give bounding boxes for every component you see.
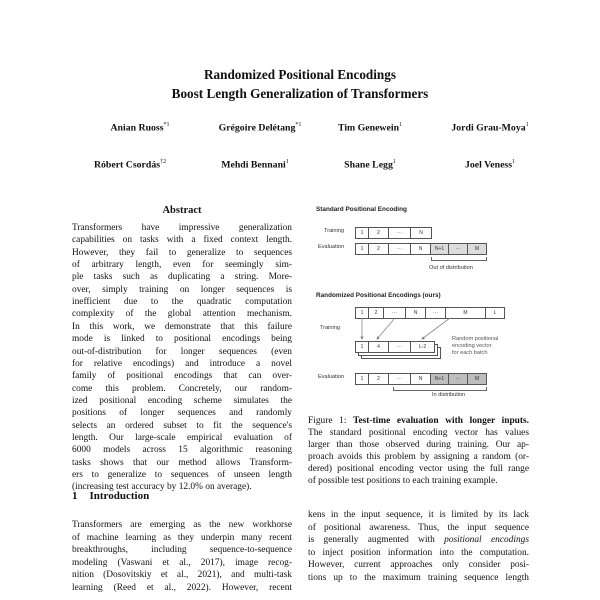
caption-line: of possible test positions to each training example. <box>308 476 498 486</box>
abstract-line: capabilities on tasks with a fixed context length. <box>72 235 292 246</box>
caption-line: dered) positional encoding vector using the full range <box>308 464 529 474</box>
author <box>70 122 210 133</box>
author-name: Grégoire Delétang <box>218 122 296 134</box>
position-cell: 1 <box>356 228 369 238</box>
position-cell: N <box>406 308 426 318</box>
author-affiliation: *1 <box>163 122 170 128</box>
position-cell: N <box>411 374 431 384</box>
position-cell: 1 <box>356 244 369 254</box>
random-vector-note <box>452 336 498 357</box>
author-affiliation: 1 <box>285 159 289 165</box>
abstract-line: ers to generalize to sequences of unseen length <box>72 470 292 480</box>
note-line: encoding vector <box>452 343 492 349</box>
note-line: Random positional <box>452 336 499 342</box>
intro-line: modeling (Vaswani et al., 2017), image recog- <box>72 557 292 568</box>
author-name: Mehdi Bennani <box>221 159 286 171</box>
caption-line: larger than those observed during training. Our ap- <box>308 440 529 450</box>
abstract-line: Transformers have impressive generalization <box>72 223 292 233</box>
position-cell: N <box>419 230 423 236</box>
ood-label: Out of distribution <box>429 265 473 271</box>
author <box>420 122 560 133</box>
abstract-line: out-of-distribution for longer sequences (even <box>72 346 292 357</box>
intro-line: Transformers are emerging as the new workhorse <box>72 520 292 530</box>
training-label-2: Training <box>320 325 341 331</box>
sampling-arrows <box>350 317 450 343</box>
abstract-line: family of positional encodings that can over- <box>72 371 292 382</box>
abstract-line: positions of longer sequences and randomly <box>72 408 292 419</box>
author-name: Tim Genewein <box>337 122 400 134</box>
author-name: Róbert Csordás <box>93 159 161 171</box>
caption-label: Figure 1: <box>308 416 347 426</box>
intro-text: is generally augmented with <box>308 535 445 545</box>
author-affiliation: 1 <box>399 122 403 128</box>
intro-line <box>308 534 529 546</box>
intro-line: of positional awareness. Thus, the input sequence <box>308 522 529 533</box>
intro-line: breakthroughs, including sequence-to-sequence <box>72 545 292 555</box>
randomized-encoding-heading: Randomized Positional Encodings (ours) <box>316 292 441 299</box>
author <box>420 159 560 170</box>
training-label: Training <box>324 228 345 234</box>
abstract-line: However, they fail to generalize to sequences <box>72 247 292 258</box>
intro-line: of machine learning as they underpin many recent <box>72 532 292 543</box>
author-name: Jordi Grau-Moya <box>451 122 526 134</box>
position-cell: 1 <box>356 342 369 352</box>
position-cell: 1 <box>356 374 369 384</box>
evaluation-label-2: Evaluation <box>318 374 345 380</box>
section-title: Introduction <box>89 490 150 502</box>
section-heading-introduction <box>72 490 149 502</box>
abstract-line: In this work, we demonstrate that this failure <box>72 321 292 332</box>
emphasis-text: positional encodings <box>444 535 529 545</box>
caption-line: The standard positional encoding vector has values <box>308 428 529 438</box>
abstract-line: complexity of the global attention mechanism. <box>72 309 292 320</box>
id-label: In distribution <box>432 392 466 398</box>
abstract-line: inefficient due to the quadratic computation <box>72 297 292 308</box>
position-cell: N+1 <box>431 244 449 254</box>
author-affiliation: 1 <box>392 159 396 165</box>
author-name: Shane Legg <box>344 159 393 171</box>
note-line: for each batch <box>452 350 488 356</box>
author <box>300 122 440 133</box>
author <box>60 159 200 170</box>
intro-line: to inject position information into the computation. <box>308 547 529 558</box>
intro-line: kens in the input sequence, it is limited by its lack <box>308 510 529 520</box>
abstract-line: over, simply training on longer sequences is <box>72 284 292 295</box>
position-cell: 2 <box>369 244 389 254</box>
abstract-line: selects an ordered subset to fit the sequence's <box>72 420 292 431</box>
position-cell: 2 <box>369 228 389 238</box>
position-cell: 2 <box>369 308 384 318</box>
intro-line: learning (Reed et al., 2022). However, recent <box>72 582 292 593</box>
position-cell: N+1 <box>431 374 449 384</box>
abstract-line: tasks shows that our method allows Transform- <box>72 457 292 468</box>
arrow <box>377 318 395 339</box>
author-affiliation: †2 <box>160 159 167 165</box>
author <box>300 159 440 170</box>
standard-training-vector <box>355 227 432 239</box>
position-cell: 1 <box>356 308 369 318</box>
section-number: 1 <box>72 490 78 502</box>
abstract-line: length. Our large-scale empirical evaluation of <box>72 432 292 443</box>
intro-line: tions up to the maximum training sequence length <box>308 572 529 583</box>
abstract-line: ized positional encoding scheme simulates the <box>72 395 292 406</box>
standard-encoding-heading: Standard Positional Encoding <box>316 206 407 213</box>
evaluation-label: Evaluation <box>318 244 345 250</box>
abstract-line: of arbitrary length, even for seemingly sim- <box>72 260 292 271</box>
figure-caption-title <box>308 415 529 427</box>
author-affiliation: *1 <box>295 122 302 128</box>
position-cell: M <box>446 308 486 318</box>
paper-title-line-2: Boost Length Generalization of Transformers <box>171 86 429 101</box>
intro-line: nition (Dosovitskiy et al., 2021), and multi-task <box>72 570 292 580</box>
abstract-line: 6000 models across 15 algorithmic reasoning <box>72 445 292 456</box>
abstract-line: come this problem. Concretely, our random- <box>72 383 292 394</box>
position-cell: L-2 <box>418 344 427 350</box>
author-name: Joel Veness <box>464 159 513 171</box>
author-name: Anian Ruoss <box>110 122 164 134</box>
position-cell: ··· <box>384 308 406 318</box>
randomized-evaluation-vector <box>355 373 487 385</box>
position-cell: ··· <box>449 244 468 254</box>
position-cell: M <box>468 244 486 254</box>
intro-line: However, current approaches only consider posi- <box>308 560 529 570</box>
position-cell: ··· <box>426 308 446 318</box>
position-cell: ··· <box>389 342 411 352</box>
position-cell: L <box>493 310 497 316</box>
author-affiliation: 1 <box>512 159 516 165</box>
ood-brace <box>431 257 487 261</box>
standard-evaluation-vector <box>355 243 487 255</box>
position-cell: ··· <box>389 228 411 238</box>
author-affiliation: 1 <box>525 122 529 128</box>
position-cell: 4 <box>369 342 389 352</box>
abstract-line: (increasing test accuracy by 12.0% on average). <box>72 482 252 493</box>
position-cell: ··· <box>389 374 411 384</box>
paper-title-line-1: Randomized Positional Encodings <box>204 67 396 82</box>
position-cell: ··· <box>449 374 468 384</box>
abstract-line: ple tasks such as duplicating a string. More- <box>72 272 292 283</box>
position-cell: M <box>468 374 486 384</box>
abstract-line: for relative encodings) and introduce a novel <box>72 358 292 369</box>
arrow <box>422 318 450 339</box>
caption-line: proach avoids this problem by assigning a random (or- <box>308 452 529 462</box>
abstract-line: mode is linked to positional encodings being <box>72 334 292 345</box>
abstract-heading: Abstract <box>162 205 202 216</box>
position-cell: ··· <box>389 244 411 254</box>
position-cell: 2 <box>369 374 389 384</box>
id-brace <box>393 387 487 391</box>
caption-bold: Test-time evaluation with longer inputs. <box>353 416 529 426</box>
position-cell: N <box>411 244 431 254</box>
